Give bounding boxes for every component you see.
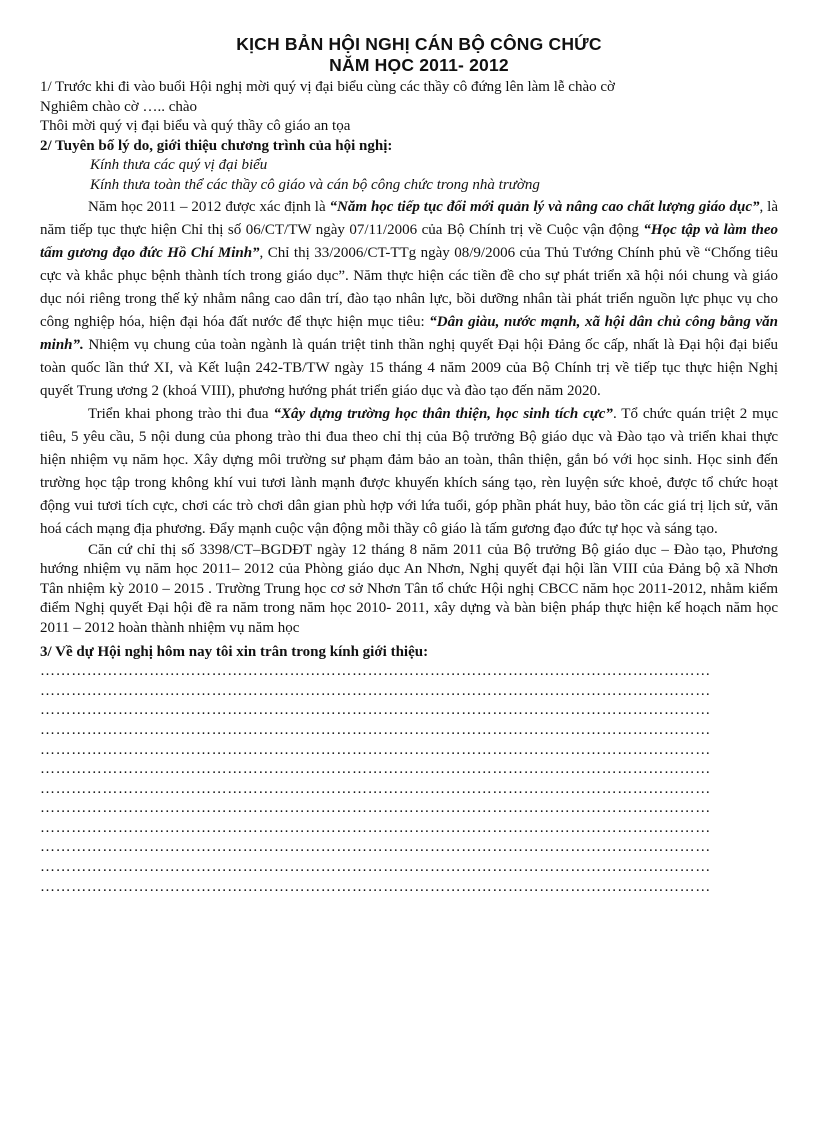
dot-line: ………………………………………………………………………………………………………………… [40,780,711,797]
section-1-line-2: Nghiêm chào cờ ….. chào [40,98,198,115]
para2-emphasis-1: “Xây dựng trường học thân thiện, học sinh tích cực” [273,405,613,422]
paragraph-directive: Căn cứ chỉ thị số 3398/CT–BGDĐT ngày 12 tháng 8 năm 2011 của Bộ trưởng Bộ giáo dục – Đào tạo, Phương hướng nhiệm vụ năm học 2011– 2012 của Phòng giáo dục An Nhơn, Nghị quyết đại hội lần VIII của Đảng bộ xã Nhơn Tân nhiệm kỳ 2010 – 2015 . Trường Trung học cơ sở Nhơn Tân tổ chức Hội nghị CBCC năm học 2011-2012, nhằm kiểm điểm Nghị quyết Đại hội đề ra năm trong năm học 2010- 2011, xây dựng và bàn biện pháp thực hiện kế hoạch năm học 2011 – 2012 hoàn thành nhiệm vụ năm học [40,541,778,636]
para2-text-2: . Tổ chức quán triệt 2 mục tiêu, 5 yêu cầu, 5 nội dung của phong trào thi đua theo chỉ thị của Bộ trưởng Bộ giáo dục và Đào tạo và triển khai thực hiện nhiệm vụ năm học. Xây dựng môi trường sư phạm đảm bảo an toàn, thân thiện, gắn bó với học sinh. Học sinh đến trường học tập trong không khí vui tươi lành mạnh được khuyến khích sáng tạo, rèn luyện sức khoẻ, được tổ chức hoạt động vui tươi tích cực, chơi các trò chơi dân gian phù hợp với lứa tuổi, góp phần phát huy, bảo tồn các giá trị lịch sử, văn hoá cách mạng địa phương. Đẩy mạnh cuộc vận động mỗi thầy cô giáo là tấm gương đạo đức tự học và sáng tạo. [40,405,779,537]
dot-line: ………………………………………………………………………………………………………………… [40,663,711,680]
section-1 [40,78,778,137]
dot-line: ………………………………………………………………………………………………………………… [40,878,711,895]
title-line-2: NĂM HỌC 2011- 2012 [329,55,509,75]
greeting-staff: Kính thưa toàn thể các thầy cô giáo và cán bộ công chức trong nhà trường [90,176,540,193]
title-line-1: KỊCH BẢN HỘI NGHỊ CÁN BỘ CÔNG CHỨC [236,34,602,54]
section-2-heading: 2/ Tuyên bố lý do, giới thiệu chương trình của hội nghị: [40,137,393,154]
section-3 [40,643,778,898]
para1-emphasis-3: “Dân giàu, nước mạnh, xã hội dân chủ công bằng văn minh”. [40,313,779,353]
document-page [40,34,778,897]
para2-text-1: Triển khai phong trào thi đua [88,405,274,422]
section-1-line-3: Thôi mời quý vị đại biểu và quý thầy cô giáo an tọa [40,118,351,135]
para1-emphasis-1: “Năm học tiếp tục đổi mới quản lý và nâng cao chất lượng giáo dục” [329,198,760,215]
document-title [60,34,778,76]
para1-emphasis-2: “Học tập và làm theo tấm gương đạo đức Hồ Chí Minh” [40,221,779,261]
dot-line: ………………………………………………………………………………………………………………… [40,721,711,738]
para1-text-4: Nhiệm vụ chung của toàn ngành là quán triệt tinh thần nghị quyết Đại hội Đảng ốc cấp, nhất là Đại hội đại biểu toàn quốc lần thứ XI, và Kết luận 242-TB/TW ngày 15 tháng 4 năm 2009 của Bộ Chính trị về tiếp tục thực hiện Nghị quyết Trung ương 2 (khoá VIII), phương hướng phát triển giáo dục và đào tạo đến năm 2020. [40,336,778,399]
section-2 [40,137,778,639]
greeting-guests: Kính thưa các quý vị đại biểu [90,157,268,174]
dot-line: ………………………………………………………………………………………………………………… [40,682,711,699]
dot-line: ………………………………………………………………………………………………………………… [40,741,711,758]
para1-text-3: , Chỉ thị 33/2006/CT-TTg ngày 08/9/2006 của Thủ Tướng Chính phủ về “Chống tiêu cực và khắc phục bệnh thành tích trong giáo dục”. Năm thực hiện các tiền đề cho sự phát triển xã hội nói chung và giáo dục nói riêng trong thế kỷ nhằm nâng cao dân trí, đào tạo nhân lực, bồi dưỡng nhân tài phát triển nguồn lực phục vụ cho công nghiệp hóa, hiện đại hóa đất nước để thực hiện mục tiêu: [40,244,778,330]
dot-lines [40,662,778,897]
dot-line: ………………………………………………………………………………………………………………… [40,819,711,836]
dot-line: ………………………………………………………………………………………………………………… [40,859,711,876]
para1-text-2: , là năm tiếp tục thực hiện Chỉ thị số 06/CT/TW ngày 07/11/2006 của Bộ Chính trị về Cuộc vận động [40,198,778,238]
dot-line: ………………………………………………………………………………………………………………… [40,800,711,817]
paragraph-school-year [40,196,778,403]
section-3-heading: 3/ Về dự Hội nghị hôm nay tôi xin trân trong kính giới thiệu: [40,643,429,660]
paragraph-emulation-movement [40,403,778,541]
section-1-line-1: 1/ Trước khi đi vào buổi Hội nghị mời quý vị đại biểu cùng các thầy cô đứng lên làm lễ chào cờ [40,79,615,95]
dot-line: ………………………………………………………………………………………………………………… [40,761,711,778]
para1-text-1: Năm học 2011 – 2012 được xác định là [88,198,330,215]
dot-line: ………………………………………………………………………………………………………………… [40,839,711,856]
dot-line: ………………………………………………………………………………………………………………… [40,702,711,719]
